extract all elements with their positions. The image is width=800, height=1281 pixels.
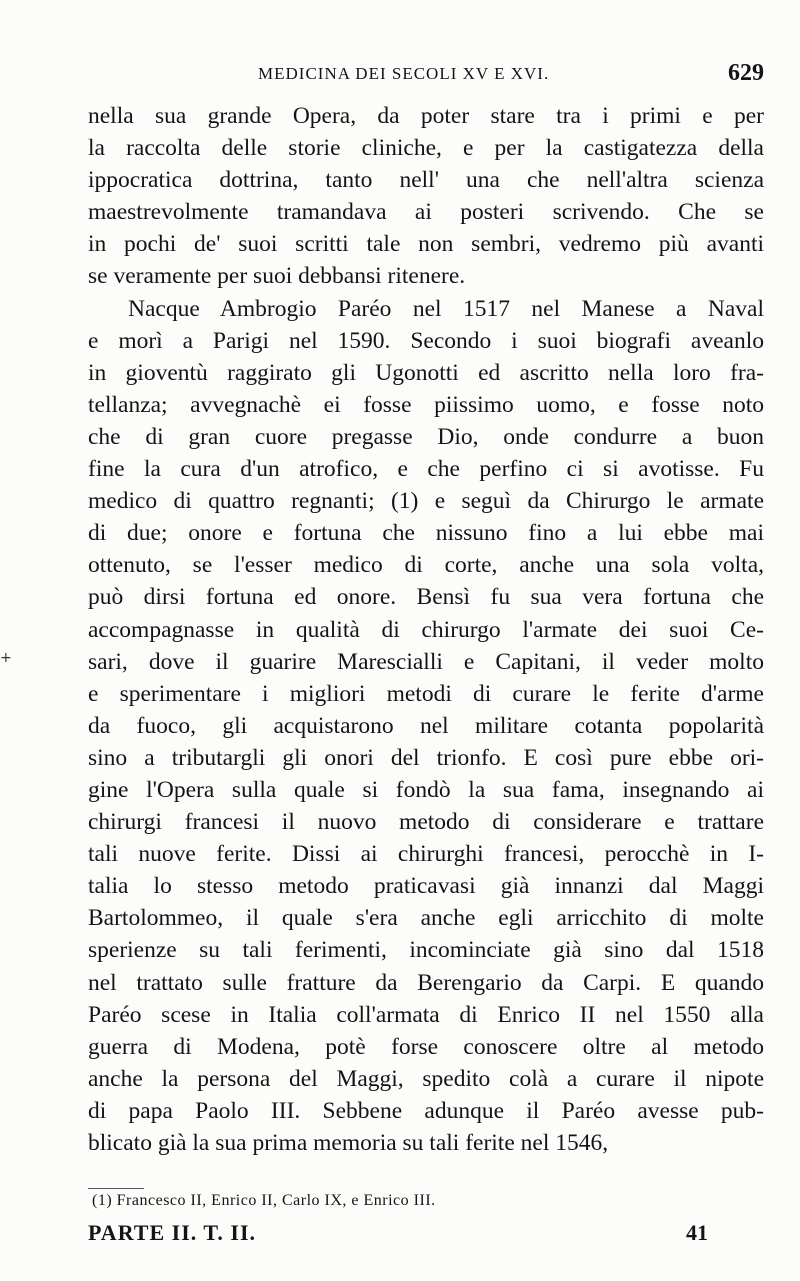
text-line: chirurgi francesi il nuovo metodo di considerare e trattare: [88, 809, 764, 836]
text-line: guerra di Modena, potè forse conoscere oltre al metodo: [88, 1033, 764, 1060]
text-line: Nacque Ambrogio Paréo nel 1517 nel Manese a Naval: [128, 295, 764, 322]
text-line: la raccolta delle storie cliniche, e per la castigatezza della: [88, 135, 764, 162]
text-line: tali nuove ferite. Dissi ai chirurghi francesi, perocchè in I-: [88, 841, 764, 868]
signature-mark: PARTE II. T. II.: [88, 1220, 257, 1245]
running-title: MEDICINA DEI SECOLI XV E XVI.: [258, 64, 550, 83]
text-line: gine l'Opera sulla quale si fondò la sua fama, insegnando ai: [88, 776, 764, 803]
text-line: e morì a Parigi nel 1590. Secondo i suoi biografi aveanlo: [88, 327, 764, 354]
signature-number: 41: [686, 1220, 708, 1245]
text-line: maestrevolmente tramandava ai posteri scrivendo. Che se: [88, 199, 764, 226]
text-line: in pochi de' suoi scritti tale non sembri, vedremo più avanti: [88, 231, 764, 258]
text-line: ottenuto, se l'esser medico di corte, anche una sola volta,: [88, 552, 764, 579]
text-line: nella sua grande Opera, da poter stare tra i primi e per: [88, 103, 764, 129]
text-line: ippocratica dottrina, tanto nell' una che nell'altra scienza: [88, 167, 764, 194]
text-line: blicato già la sua prima memoria su tali ferite nel 1546,: [88, 1130, 609, 1156]
text-line: di due; onore e fortuna che nissuno fino a lui ebbe mai: [88, 520, 764, 547]
text-line: nel trattato sulle fratture da Berengario da Carpi. E quando: [88, 969, 764, 996]
text-line: Bartolommeo, il quale s'era anche egli arricchito di molte: [88, 905, 764, 932]
text-line: in gioventù raggirato gli Ugonotti ed ascritto nella loro fra-: [88, 359, 764, 386]
footnote: (1) Francesco II, Enrico II, Carlo IX, e Enrico III.: [92, 1192, 436, 1209]
page-header: [86, 60, 764, 94]
text-line: anche la persona del Maggi, spedito colà a curare il nipote: [88, 1065, 764, 1092]
text-line: talia lo stesso metodo praticavasi già innanzi dal Maggi: [88, 873, 764, 900]
text-line: può dirsi fortuna ed onore. Bensì fu sua vera fortuna che: [88, 584, 764, 611]
text-line: sari, dove il guarire Marescialli e Capitani, il veder molto: [88, 648, 764, 675]
text-line: da fuoco, gli acquistarono nel militare cotanta popolarità: [88, 712, 764, 739]
text-line: fine la cura d'un atrofico, e che perfino ci si avotisse. Fu: [88, 456, 764, 483]
text-line: e sperimentare i migliori metodi di curare le ferite d'arme: [88, 680, 764, 707]
signature-line: [88, 1220, 708, 1250]
footnote-rule: [88, 1188, 144, 1189]
text-line: di papa Paolo III. Sebbene adunque il Paréo avesse pub-: [88, 1097, 764, 1124]
body-text: [88, 100, 764, 1159]
text-line: sino a tributargli gli onori del trionfo. E così pure ebbe ori-: [88, 744, 764, 771]
text-line: Paréo scese in Italia coll'armata di Enrico II nel 1550 alla: [88, 1001, 764, 1028]
text-line: se veramente per suoi debbansi ritenere.: [88, 263, 466, 290]
page-number: 629: [728, 60, 764, 86]
text-line: che di gran cuore pregasse Dio, onde condurre a buon: [88, 423, 764, 450]
margin-tick-mark: +: [0, 650, 12, 666]
text-line: accompagnasse in qualità di chirurgo l'armate dei suoi Ce-: [88, 616, 764, 643]
text-line: tellanza; avvegnachè ei fosse piissimo uomo, e fosse noto: [88, 391, 764, 418]
text-line: medico di quattro regnanti; (1) e seguì da Chirurgo le armate: [88, 488, 764, 515]
text-line: sperienze su tali ferimenti, incominciate già sino dal 1518: [88, 937, 764, 964]
